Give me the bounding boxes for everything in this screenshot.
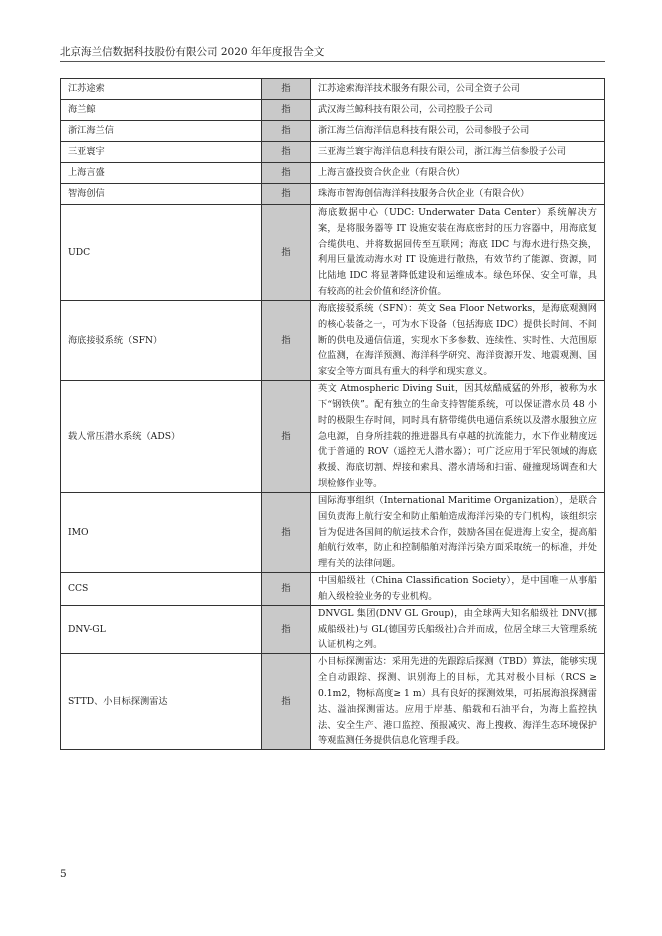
table-row [61,142,605,163]
table-row [61,100,605,121]
definition-cell: 珠海市智海创信海洋科技服务合伙企业（有限合伙） [311,184,605,205]
term-cell: STTD、小目标探测雷达 [61,654,262,750]
table-row [61,79,605,100]
table-row [61,121,605,142]
table-row [61,205,605,301]
term-cell: 江苏途索 [61,79,262,100]
table-row [61,605,605,653]
separator-cell: 指 [262,381,311,493]
separator-cell: 指 [262,184,311,205]
term-cell: 海兰鲸 [61,100,262,121]
separator-cell: 指 [262,163,311,184]
page-number: 5 [60,868,67,880]
separator-cell: 指 [262,205,311,301]
definition-cell: 中国船级社（China Classification Society），是中国唯一从事船舶入级检验业务的专业机构。 [311,573,605,606]
term-cell: DNV-GL [61,605,262,653]
definition-cell: DNVGL 集团(DNV GL Group)，由全球两大知名船级社 DNV(挪威船级社)与 GL(德国劳氏船级社)合并而成，位居全球三大管理系统认证机构之列。 [311,605,605,653]
separator-cell: 指 [262,79,311,100]
definition-cell: 海底数据中心（UDC: Underwater Data Center）系统解决方案，是将服务器等 IT 设施安装在海底密封的压力容器中，用海底复合缆供电、并将数据回传至互联网；海底 IDC 与海水进行热交换，利用巨量流动海水对 IT 设施进行散热，有效节约了能源、资源，同比陆地 IDC 将显著降低建设和运维成本。绿色环保、安全可靠，具有较高的社会价值和经济价值。 [311,205,605,301]
table-row [61,300,605,380]
glossary-table [60,78,605,750]
table-row [61,492,605,572]
separator-cell: 指 [262,142,311,163]
table-row [61,381,605,493]
table-row [61,573,605,606]
term-cell: CCS [61,573,262,606]
term-cell: 海底接驳系统（SFN） [61,300,262,380]
separator-cell: 指 [262,121,311,142]
separator-cell: 指 [262,573,311,606]
definition-cell: 江苏途索海洋技术服务有限公司，公司全资子公司 [311,79,605,100]
separator-cell: 指 [262,605,311,653]
header-divider [60,61,605,62]
page-header: 北京海兰信数据科技股份有限公司 2020 年年度报告全文 [60,46,325,58]
term-cell: UDC [61,205,262,301]
definition-cell: 三亚海兰寰宇海洋信息科技有限公司，浙江海兰信参股子公司 [311,142,605,163]
definition-cell: 武汉海兰鲸科技有限公司，公司控股子公司 [311,100,605,121]
definition-cell: 上海言盛投资合伙企业（有限合伙） [311,163,605,184]
term-cell: 载人常压潜水系统（ADS） [61,381,262,493]
separator-cell: 指 [262,654,311,750]
definition-cell: 小目标探测雷达：采用先进的先跟踪后探测（TBD）算法，能够实现全自动跟踪、探测、识别海上的目标，尤其对极小目标（RCS ≥ 0.1m2，物标高度≥ 1 m）具有良好的探测效果，可拓展海浪探测雷达、溢油探测雷达。应用于岸基、船载和石油平台，为海上监控执法、安全生产、港口监控、预报减灾、海上搜救、海洋生态环境保护等观监测任务提供信息化管理手段。 [311,654,605,750]
separator-cell: 指 [262,492,311,572]
separator-cell: 指 [262,300,311,380]
term-cell: 浙江海兰信 [61,121,262,142]
term-cell: 上海言盛 [61,163,262,184]
separator-cell: 指 [262,100,311,121]
definition-cell: 国际海事组织（International Maritime Organization），是联合国负责海上航行安全和防止船舶造成海洋污染的专门机构，该组织宗旨为促进各国间的航运技术合作，鼓励各国在促进海上安全，提高船舶航行效率，防止和控制船舶对海洋污染方面采取统一的标准，并处理有关的法律问题。 [311,492,605,572]
table-row [61,163,605,184]
definition-cell: 英文 Atmospheric Diving Suit，因其炫酷威猛的外形，被称为水下“钢铁侠”。配有独立的生命支持智能系统，可以保证潜水员 48 小时的极限生存时间，同时具有脐带缆供电通信系统以及潜水服独立应急电源，自身所挂载的推进器具有卓越的抗流能力，水下作业精度远优于普通的 ROV（遥控无人潜水器）；可广泛应用于军民领域的海底救援、海底切割、焊接和索具、潜水清场和扫雷、碰撞现场调查和大坝检修作业等。 [311,381,605,493]
table-row [61,654,605,750]
table-row [61,184,605,205]
term-cell: 三亚寰宇 [61,142,262,163]
term-cell: 智海创信 [61,184,262,205]
term-cell: IMO [61,492,262,572]
definition-cell: 浙江海兰信海洋信息科技有限公司，公司参股子公司 [311,121,605,142]
definition-cell: 海底接驳系统（SFN）：英文 Sea Floor Networks，是海底观测网的核心装备之一，可为水下设备（包括海底 IDC）提供长时间、不间断的供电及通信信道，实现水下多参数、连续性、实时性、大范围原位监测，在海洋预测、海洋科学研究、海洋资源开发、地震观测、国家安全等方面具有重大的科学和现实意义。 [311,300,605,380]
